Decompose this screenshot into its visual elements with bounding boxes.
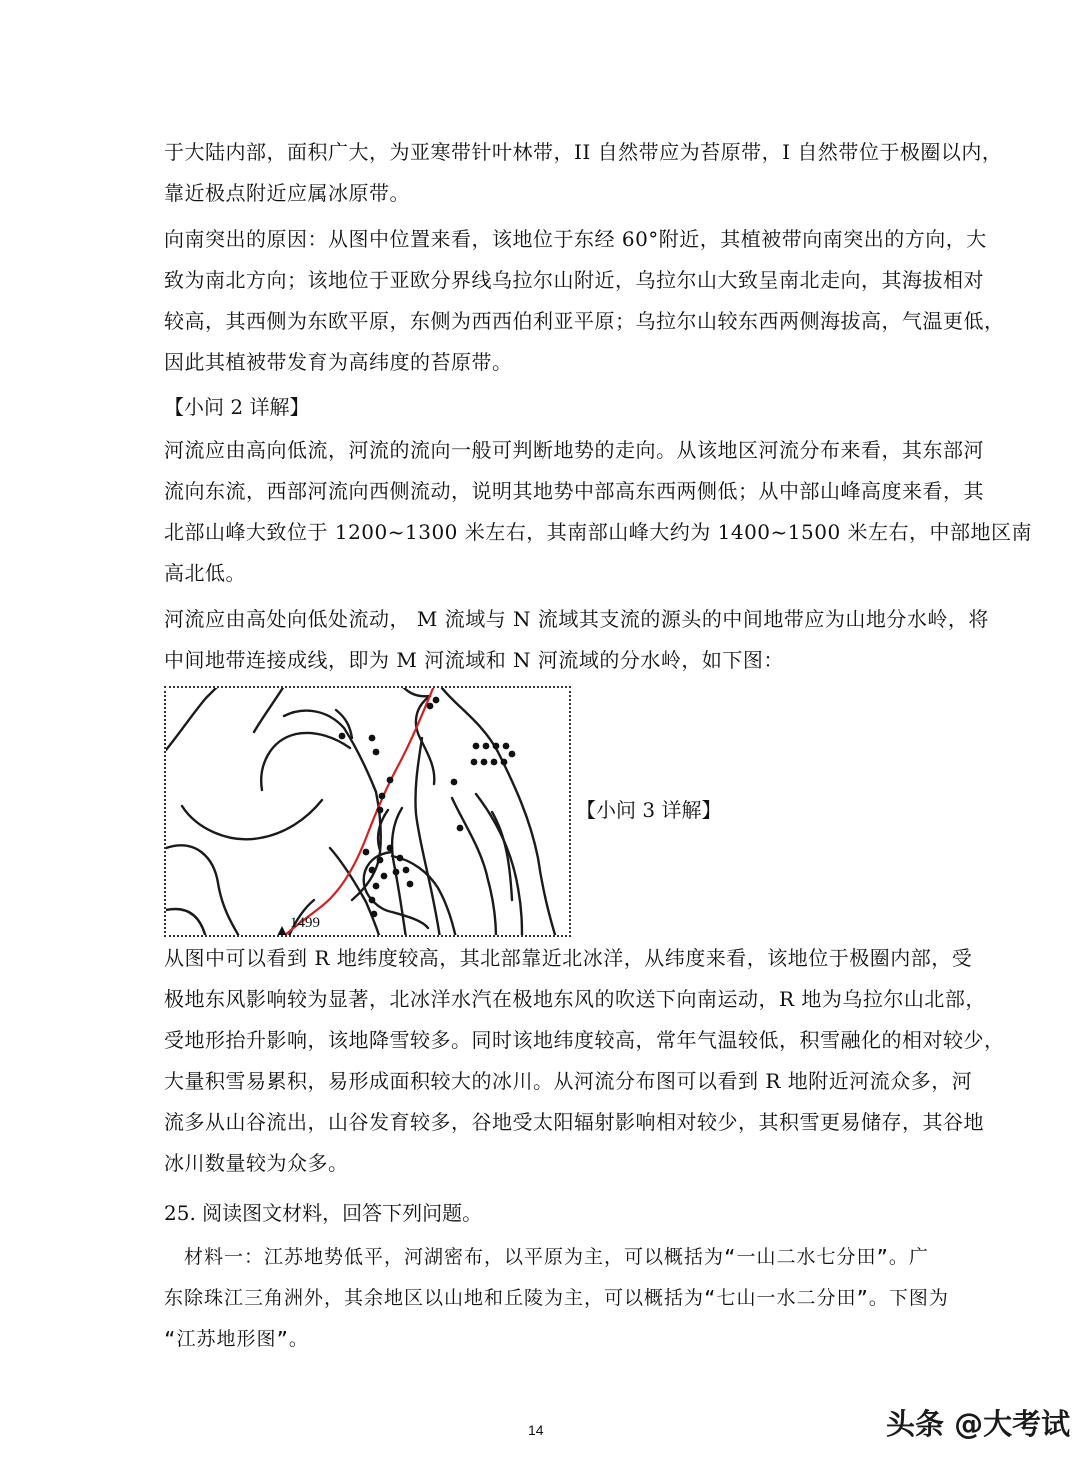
settlement-dot <box>377 807 384 814</box>
settlement-dot <box>393 869 400 876</box>
text-line: 致为南北方向；该地位于亚欧分界线乌拉尔山附近，乌拉尔山大致呈南北走向，其海拔相对 <box>164 268 984 292</box>
peak-elevation-label: 1499 <box>290 915 320 931</box>
text-line: 河流应由高处向低处流动， M 流域与 N 流域其支流的源头的中间地带应为山地分水岭，将 <box>164 607 989 631</box>
paragraph-natural-zones <box>164 132 1003 214</box>
river <box>166 845 240 935</box>
river-map-svg <box>166 688 569 935</box>
text-line: 从图中可以看到 R 地纬度较高，其北部靠近北冰洋，从纬度来看，该地位于极圈内部，受 <box>164 946 973 970</box>
text-line: 高北低。 <box>164 561 246 585</box>
text-line: 大量积雪易累积，易形成面积较大的冰川。从河流分布图可以看到 R 地附近河流众多，河 <box>164 1069 973 1093</box>
paragraph-southward-reason <box>164 219 1005 383</box>
rivers <box>166 688 556 935</box>
question-25-title: 25. 阅读图文材料，回答下列问题。 <box>164 1201 483 1225</box>
text-line: 极地东风影响较为显著，北冰洋水汽在极地东风的吹送下向南运动，R 地为乌拉尔山北部， <box>164 987 986 1011</box>
settlement-dot <box>433 697 440 704</box>
text-line: 中间地带连接成线，即为 M 河流域和 N 河流域的分水岭，如下图： <box>164 648 784 672</box>
settlement-dot <box>387 777 394 784</box>
river <box>254 688 284 732</box>
settlement-dot <box>373 883 380 890</box>
text-line: 河流应由高向低流，河流的流向一般可判断地势的走向。从该地区河流分布来看，其东部河 <box>164 438 984 462</box>
text-line: 较高，其西侧为东欧平原，东侧为西西伯利亚平原；乌拉尔山较东西两侧海拔高，气温更低， <box>164 309 1005 333</box>
settlement-dot <box>451 779 458 786</box>
settlement-dot <box>427 703 434 710</box>
text-line: 因此其植被带发育为高纬度的苔原带。 <box>164 350 513 374</box>
settlement-dot <box>387 845 394 852</box>
text-line: 材料一：江苏地势低平，河湖密布，以平原为主，可以概括为“一山二水七分田”。广 <box>164 1246 929 1268</box>
settlement-dot <box>363 849 370 856</box>
settlement-dot <box>483 743 490 750</box>
text-line: 向南突出的原因：从图中位置来看，该地位于东经 60°附近，其植被带向南突出的方向，大 <box>164 227 987 251</box>
text-line: 北部山峰大致位于 1200~1300 米左右，其南部山峰大约为 1400~1500 米左右，中部地区南 <box>164 520 1033 544</box>
settlement-dot <box>501 759 508 766</box>
settlement-dot <box>491 759 498 766</box>
text-line: 冰川数量较为众多。 <box>164 1151 349 1175</box>
settlement-dot <box>471 759 478 766</box>
river <box>166 688 218 750</box>
paragraph-glacier-reason <box>164 938 1005 1184</box>
settlement-dot <box>379 793 386 800</box>
river <box>261 733 350 790</box>
heading-question-2: 【小问 2 详解】 <box>164 395 310 419</box>
settlement-dot <box>397 855 404 862</box>
watershed-divide-line <box>282 688 434 935</box>
page-number: 14 <box>528 1422 544 1438</box>
paragraph-watershed <box>164 599 989 681</box>
settlement-dot <box>381 873 388 880</box>
settlement-dot <box>339 733 346 740</box>
settlement-dot <box>407 881 414 888</box>
settlement-dot <box>403 867 410 874</box>
settlement-dot <box>377 857 384 864</box>
text-line: 东除珠江三角洲外，其余地区以山地和丘陵为主，可以概括为“七山一水二分田”。下图为 <box>164 1287 949 1309</box>
text-line: 流多从山谷流出，山谷发育较多，谷地受太阳辐射影响相对较少，其积雪更易储存，其谷地 <box>164 1110 984 1134</box>
material-one <box>164 1237 949 1360</box>
river <box>452 798 496 935</box>
settlement-dot <box>457 825 464 832</box>
settlement-dot <box>369 897 376 904</box>
paragraph-river-flow <box>164 430 1033 594</box>
settlement-dot <box>369 867 376 874</box>
river <box>284 711 376 792</box>
settlement-dot <box>503 743 510 750</box>
settlement-dot <box>493 743 500 750</box>
text-line: 靠近极点附近应属冰原带。 <box>164 181 410 205</box>
river <box>402 688 430 696</box>
settlement-dot <box>481 759 488 766</box>
watermark: 头条 @大考试 <box>886 1407 1071 1441</box>
settlement-dot <box>369 735 376 742</box>
text-line: 于大陆内部，面积广大，为亚寒带针叶林带，II 自然带应为苔原带，I 自然带位于极圈以内， <box>164 140 1003 164</box>
settlement-dot <box>371 911 378 918</box>
river <box>415 738 440 935</box>
text-line: 受地形抬升影响，该地降雪较多。同时该地纬度较高，常年气温较低，积雪融化的相对较少， <box>164 1028 1005 1052</box>
settlement-dot <box>473 743 480 750</box>
river <box>182 800 322 839</box>
heading-question-3: 【小问 3 详解】 <box>576 798 722 822</box>
settlement-dot <box>509 751 516 758</box>
river <box>166 909 206 935</box>
text-line: 流向东流，西部河流向西侧流动，说明其地势中部高东西两侧低；从中部山峰高度来看，其 <box>164 479 984 503</box>
text-line: “江苏地形图”。 <box>164 1328 309 1350</box>
watershed-map <box>164 686 571 937</box>
settlement-dot <box>373 749 380 756</box>
